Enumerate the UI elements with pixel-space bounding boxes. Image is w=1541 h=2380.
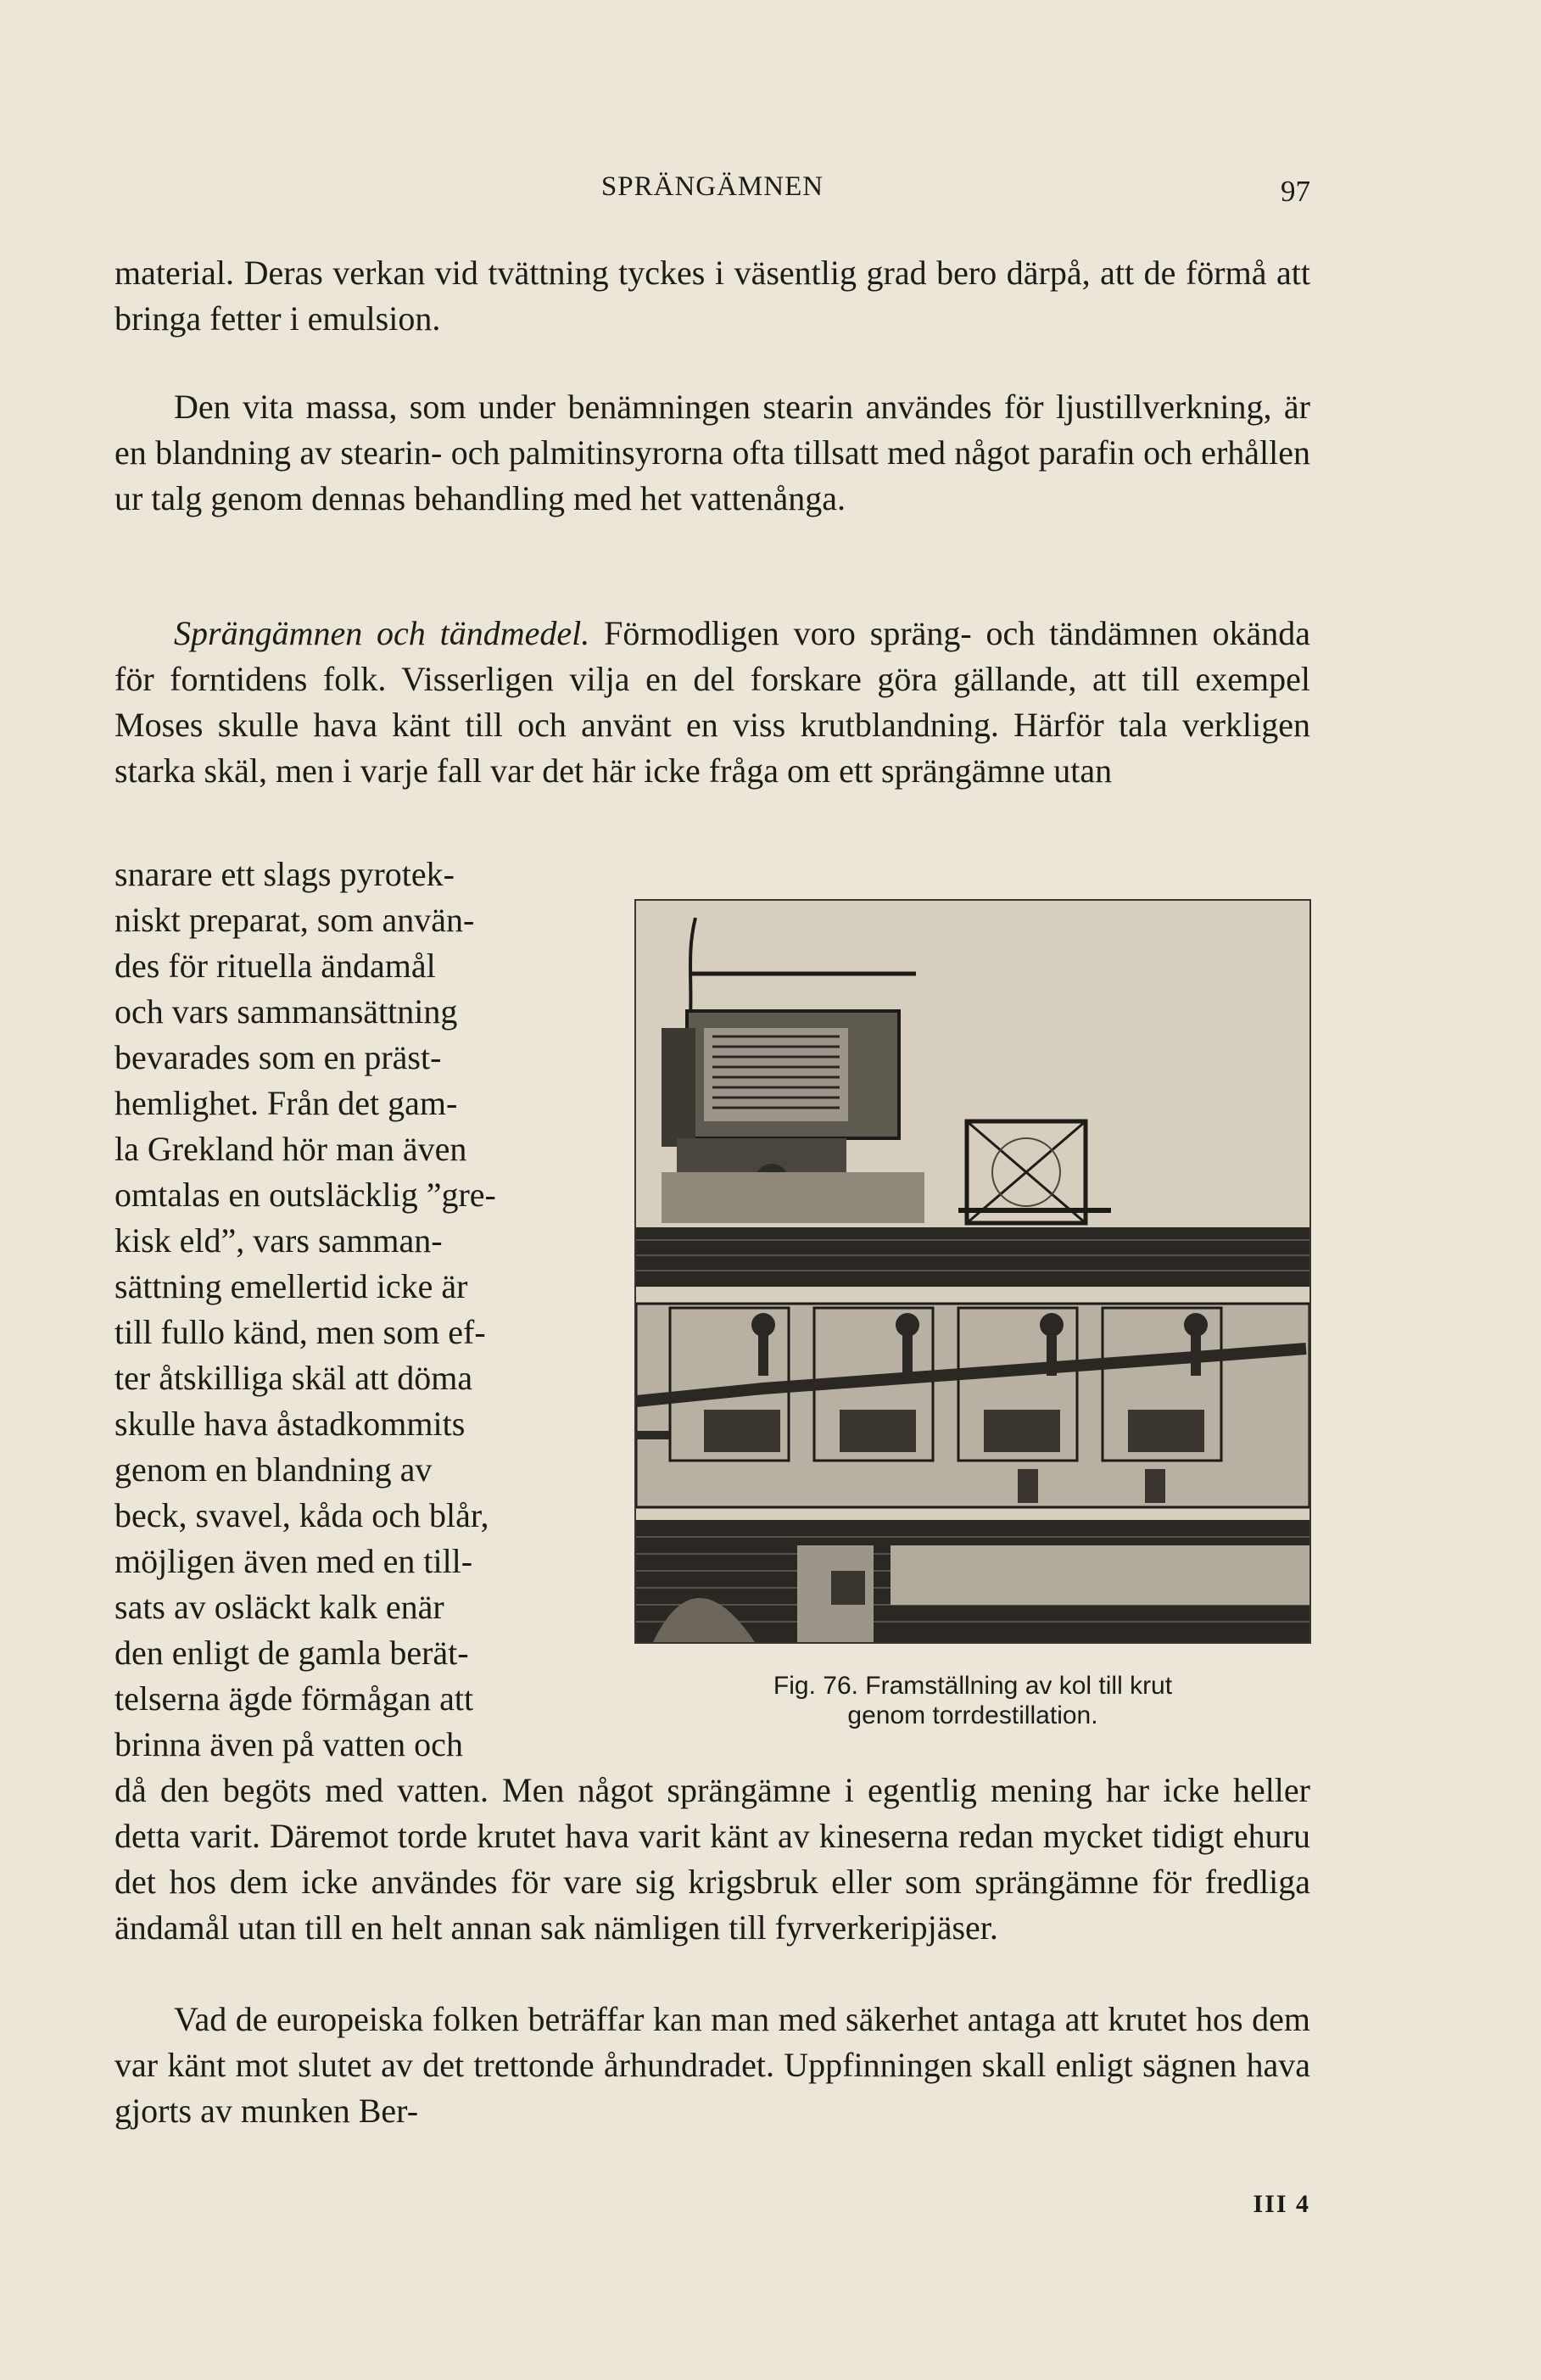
paragraph-explosives (114, 611, 1310, 794)
paragraph-stearin (114, 384, 1310, 522)
wrapped-text-line: telserna ägde förmågan att (114, 1679, 474, 1718)
wrapped-text-line: des för rituella ändamål (114, 947, 436, 985)
wrapped-text-line: och vars sammansättning (114, 992, 458, 1031)
paragraph-text: Den vita massa, som under benämningen stearin användes för ljustillverkning, är en blandning av stearin- och palmitinsyrorna ofta tillsatt med något parafin och erhållen ur talg genom dennas behandling med het vattenånga. (114, 388, 1310, 517)
wrapped-text-line: beck, svavel, kåda och blår, (114, 1496, 489, 1534)
paragraph-continuation (114, 250, 1310, 342)
paragraph-body: Förmodligen voro spräng- och tändämnen okända för forntidens folk. Visserligen vilja en del forskare göra gällande, att till exempel Moses skulle hava känt till och använt en viss krutblandning. Härför tala verkligen starka skäl, men i varje fall var det här icke fråga om ett sprängämne utan (114, 614, 1310, 790)
page-header (114, 171, 1310, 214)
paragraph-gunpowder-china (114, 1768, 1310, 1951)
figure-caption-line-1: Fig. 76. Framställning av kol till krut (773, 1672, 1173, 1700)
paragraph-text (114, 611, 1310, 794)
wrapped-text-line: sättning emellertid icke är (114, 1267, 468, 1305)
wrapped-text-line: hemlighet. Från det gam- (114, 1084, 458, 1122)
wrapped-text-line: la Grekland hör man även (114, 1130, 467, 1168)
wrapped-text-line: snarare ett slags pyrotek- (114, 855, 455, 893)
wrapped-text-line: kisk eld”, vars samman- (114, 1221, 443, 1260)
printer-signature: III 4 (1253, 2190, 1310, 2218)
wrapped-text-line: brinna även på vatten och (114, 1725, 463, 1763)
running-title: SPRÄNGÄMNEN (600, 171, 824, 202)
paragraph-text: då den begöts med vatten. Men något sprängämne i egentlig mening har icke heller detta varit. Däremot torde krutet hava varit känt av kineserna redan mycket tidigt ehuru det hos dem icke användes för vare sig krigsbruk eller som sprängämne för fredliga ändamål utan till en helt annan sak nämligen till fyrverkeripjäser. (114, 1771, 1310, 1947)
wrapped-text-line: niskt preparat, som använ- (114, 901, 475, 939)
wrapped-text-line: ter åtskilliga skäl att döma (114, 1359, 473, 1397)
wrapped-text-line: bevarades som en präst- (114, 1038, 442, 1076)
page-number: 97 (1281, 175, 1310, 208)
wrapped-text-line: genom en blandning av (114, 1450, 433, 1489)
wrapped-text-line: möjligen även med en till- (114, 1542, 473, 1580)
paragraph-text: Vad de europeiska folken beträffar kan man med säkerhet antaga att krutet hos dem var känt mot slutet av det trettonde århundradet. Uppfinningen skall enligt sägnen hava gjorts av munken Ber- (114, 2000, 1310, 2130)
wrapped-text-line: den enligt de gamla berät- (114, 1634, 469, 1672)
figure-caption-line-2: genom torrdestillation. (847, 1701, 1098, 1729)
wrapped-text-line: skulle hava åstadkommits (114, 1405, 466, 1443)
wrapped-text-column (114, 852, 585, 1768)
section-heading: Sprängämnen och tändmedel. (174, 614, 590, 652)
charcoal-retort-illustration (636, 901, 1309, 1642)
figure-illustration (634, 899, 1311, 1644)
wrapped-text-line: omtalas en outsläcklig ”gre- (114, 1176, 496, 1214)
wrapped-text-line: sats av osläckt kalk enär (114, 1588, 444, 1626)
figure-caption (634, 1671, 1311, 1730)
paragraph-text: material. Deras verkan vid tvättning tyckes i väsentlig grad bero därpå, att de förmå att bringa fetter i emulsion. (114, 254, 1310, 338)
wrapped-text-line: till fullo känd, men som ef- (114, 1313, 486, 1351)
paragraph-gunpowder-europe (114, 1997, 1310, 2134)
